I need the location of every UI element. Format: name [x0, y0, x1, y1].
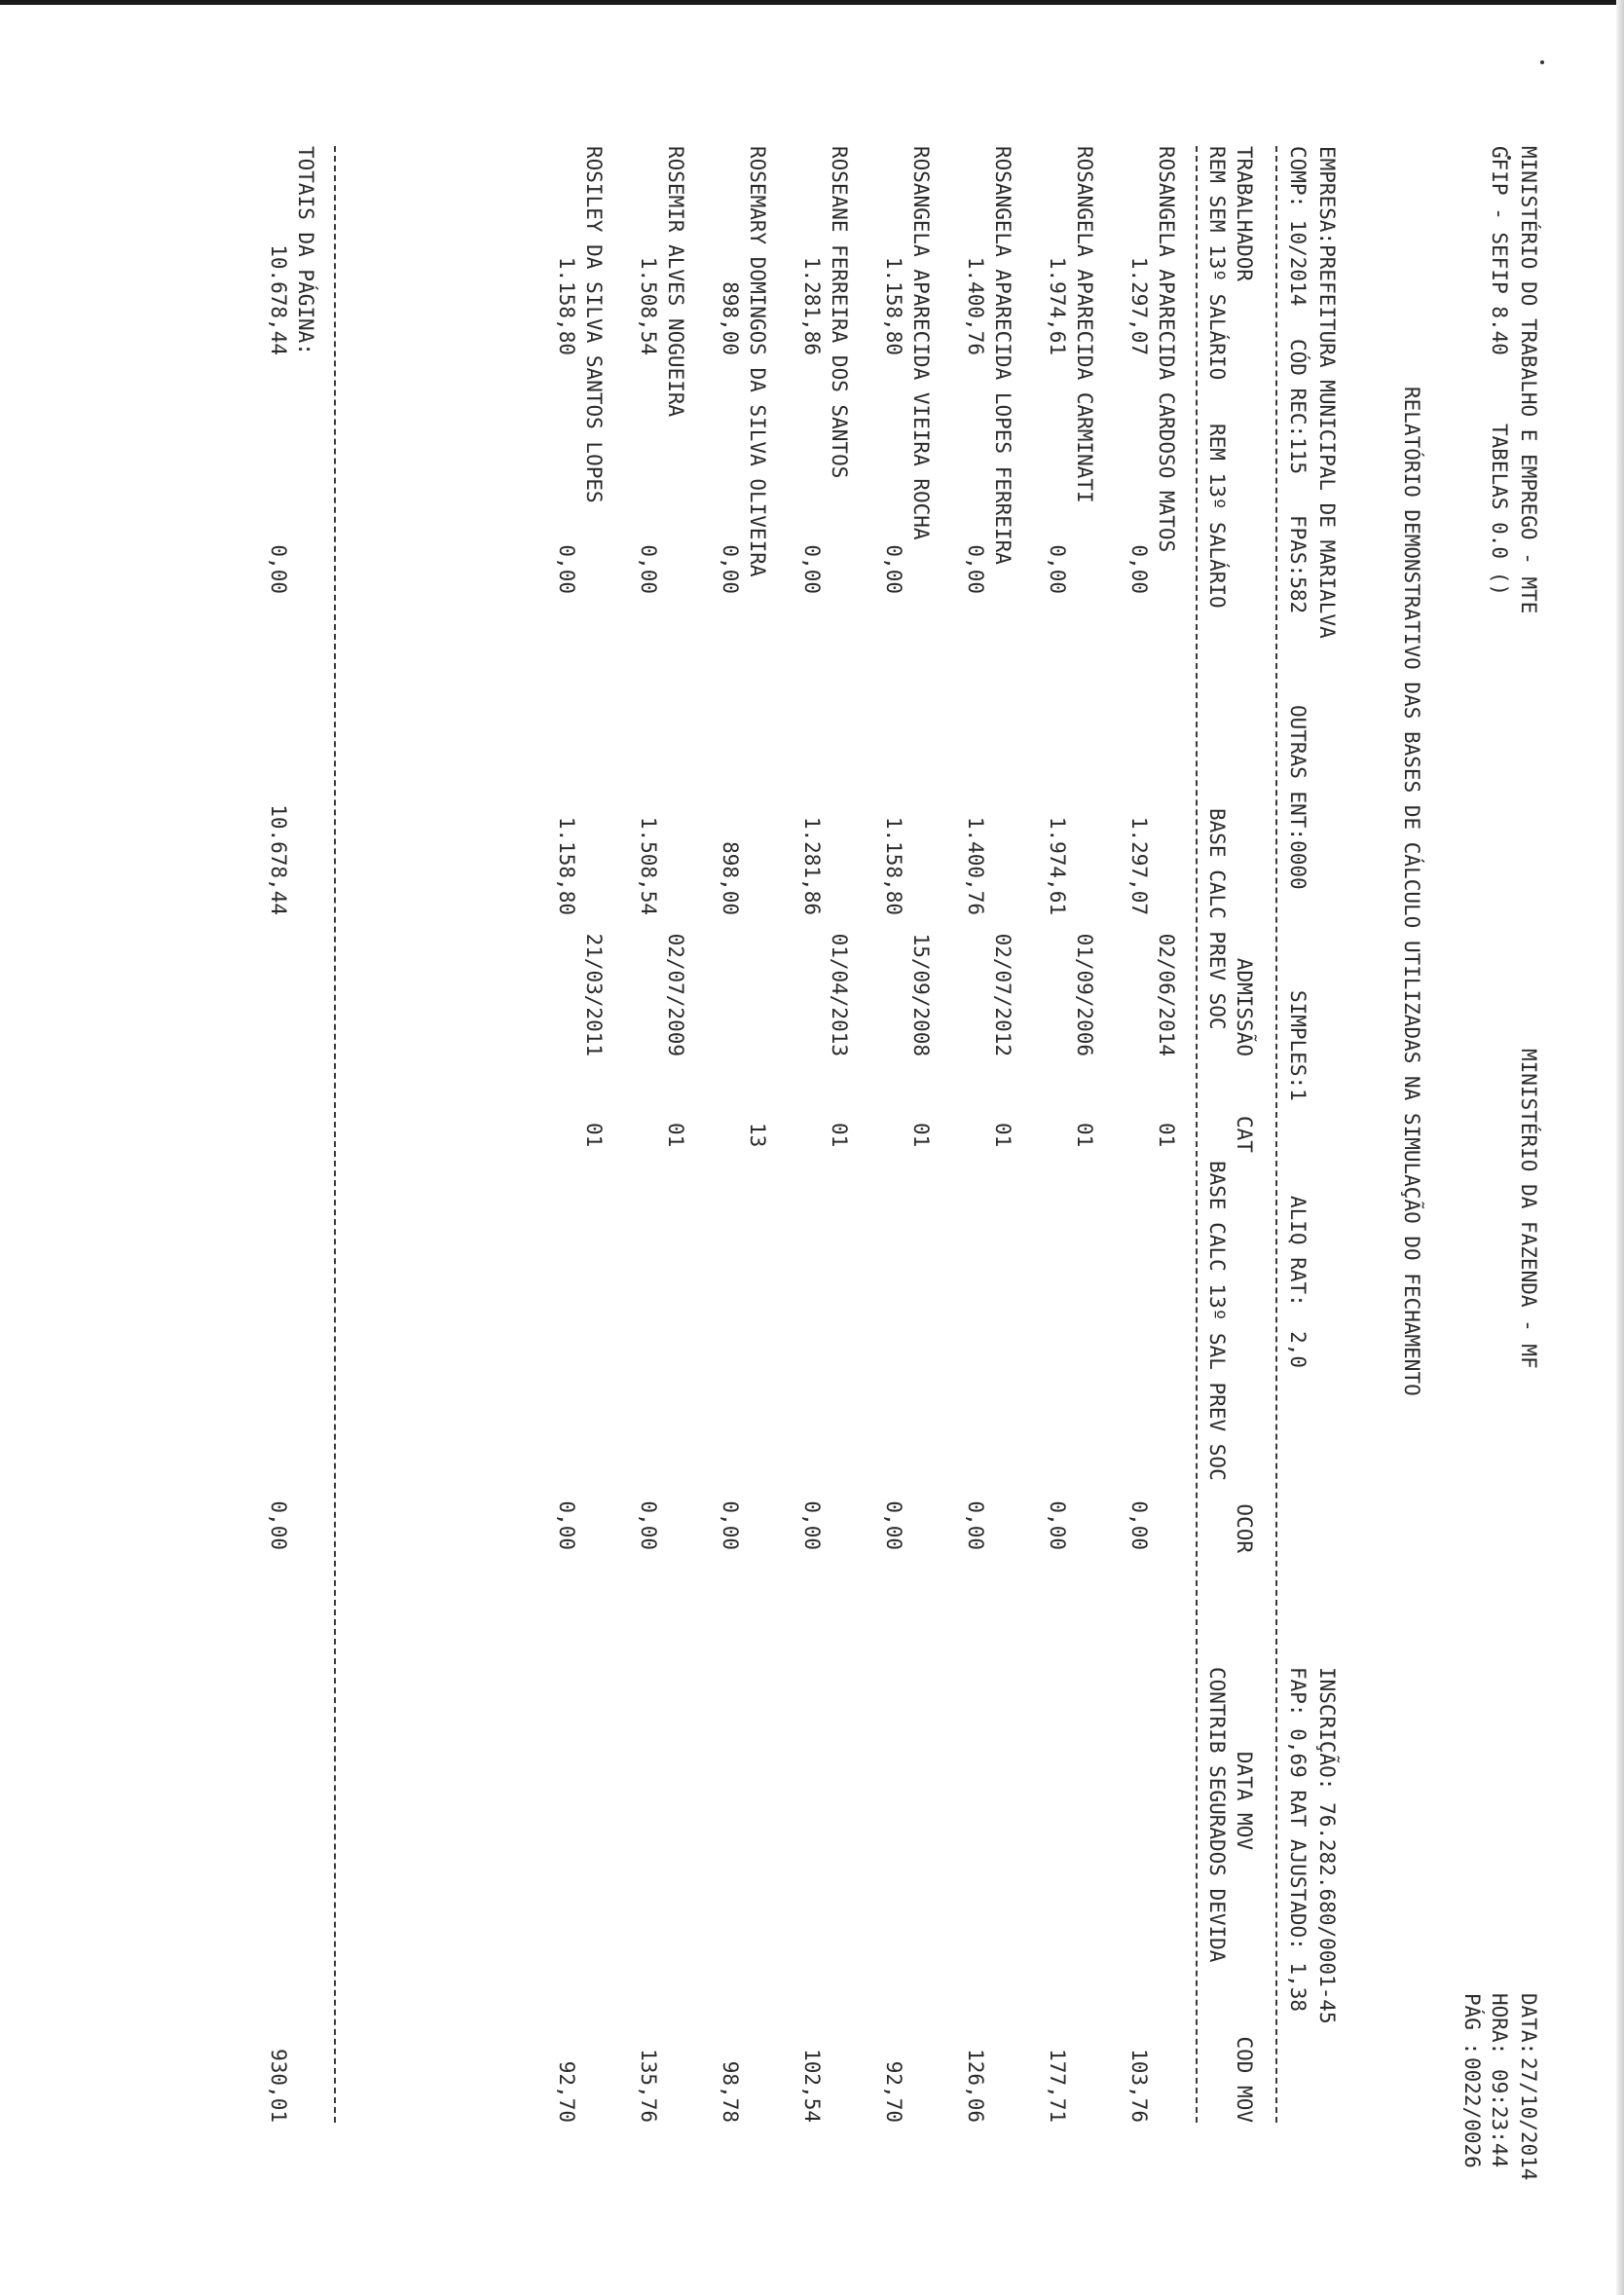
worker-rem-13: 0,00: [1046, 544, 1069, 594]
simples: SIMPLES:1: [1286, 990, 1310, 1101]
report-title: RELATÓRIO DEMONSTRATIVO DAS BASES DE CÁLCULO UTILIZADAS NA SIMULAÇÃO DO FECHAMENTO: [1400, 387, 1423, 1396]
inscricao: INSCRIÇÃO: 76.282.680/0001-45: [1315, 1667, 1339, 2024]
ministry-mte: MINISTÉRIO DO TRABALHO E EMPREGO - MTE: [1517, 146, 1540, 614]
worker-admissao: 02/06/2014: [1155, 933, 1178, 1056]
col-trabalhador: TRABALHADOR: [1233, 146, 1256, 282]
worker-admissao: 02/07/2012: [991, 933, 1015, 1056]
totals-label: TOTAIS DA PÁGINA:: [294, 146, 317, 355]
worker-base-prev: 1.400,76: [964, 816, 987, 915]
time-label: HORA:: [1488, 1993, 1511, 2055]
time-value: 09:23:44: [1488, 2069, 1511, 2168]
col-cat: CAT: [1233, 1116, 1256, 1153]
col-rem-13: REM 13º SALÁRIO: [1205, 424, 1229, 609]
totals-rem-13: 0,00: [267, 544, 290, 594]
worker-cat: 01: [991, 1123, 1015, 1148]
page-label: PÁG :: [1460, 1993, 1484, 2055]
scan-top-edge: [0, 0, 1624, 5]
col-ocor: OCOR: [1233, 1503, 1256, 1553]
empresa-name: EMPRESA:PREFEITURA MUNICIPAL DE MARIALVA: [1315, 146, 1339, 639]
worker-admissao: 01/04/2013: [828, 933, 851, 1056]
fap: FAP: 0,69 RAT AJUSTADO: 1,38: [1286, 1667, 1310, 2013]
comp: COMP: 10/2014: [1286, 146, 1310, 307]
totals-base-prev: 10.678,44: [267, 804, 290, 915]
worker-base-prev: 1.297,07: [1127, 816, 1151, 915]
worker-base-prev: 898,00: [719, 841, 742, 915]
outras-ent: OUTRAS ENT:0000: [1286, 705, 1310, 890]
gfip-version: GFIP - SEFIP 8.40: [1488, 146, 1511, 355]
worker-rem-sem-13: 1.508,54: [637, 256, 660, 355]
worker-rem-sem-13: 1.974,61: [1046, 256, 1069, 355]
worker-base-prev: 1.974,61: [1046, 816, 1069, 915]
worker-base-13: 0,00: [800, 1500, 824, 1550]
worker-contrib: 126,06: [964, 2049, 987, 2123]
worker-rem-13: 0,00: [882, 544, 905, 594]
col-base-calc-13: BASE CALC 13º SAL PREV SOC: [1205, 1161, 1229, 1481]
col-rem-sem-13: REM SEM 13º SALÁRIO: [1205, 146, 1229, 381]
fpas: FPAS:582: [1286, 515, 1310, 614]
worker-base-13: 0,00: [1127, 1500, 1151, 1550]
worker-rem-13: 0,00: [964, 544, 987, 594]
ministry-mf: MINISTÉRIO DA FAZENDA - MF: [1517, 1049, 1540, 1369]
worker-contrib: 103,76: [1127, 2049, 1151, 2123]
worker-contrib: 135,76: [637, 2049, 660, 2123]
worker-base-13: 0,00: [882, 1500, 905, 1550]
worker-admissao: 15/09/2008: [909, 933, 933, 1056]
report-page: [267, 146, 1540, 2181]
page-number: 0022/0026: [1460, 2057, 1484, 2168]
worker-base-13: 0,00: [719, 1500, 742, 1550]
worker-cat: 01: [909, 1123, 933, 1148]
worker-base-prev: 1.158,80: [555, 816, 578, 915]
aliq-rat: ALIQ RAT: 2,0: [1286, 1196, 1310, 1369]
worker-contrib: 92,70: [882, 2060, 905, 2123]
worker-rem-sem-13: 1.158,80: [882, 256, 905, 355]
worker-base-13: 0,00: [964, 1500, 987, 1550]
worker-rem-13: 0,00: [800, 544, 824, 594]
worker-rem-sem-13: 1.281,86: [800, 256, 824, 355]
worker-contrib: 177,71: [1046, 2049, 1069, 2123]
worker-base-13: 0,00: [1046, 1500, 1069, 1550]
col-admissao: ADMISSÃO: [1233, 957, 1256, 1056]
totals-base-13: 0,00: [267, 1500, 290, 1550]
col-cod-mov: COD MOV: [1233, 2036, 1256, 2123]
tabelas-version: TABELAS 0.0 (): [1488, 424, 1511, 597]
worker-rem-13: 0,00: [1127, 544, 1151, 594]
worker-base-prev: 1.281,86: [800, 816, 824, 915]
worker-rem-sem-13: 898,00: [719, 281, 742, 355]
col-contrib: CONTRIB SEGURADOS DEVIDA: [1205, 1667, 1229, 1963]
worker-name: ROSEMIR ALVES NOGUEIRA: [664, 146, 687, 418]
separator: [334, 146, 336, 2123]
worker-admissao: 01/09/2006: [1073, 933, 1096, 1056]
worker-rem-sem-13: 1.400,76: [964, 256, 987, 355]
date-label: DATA:: [1517, 1993, 1540, 2055]
worker-name: ROSILEY DA SILVA SANTOS LOPES: [582, 146, 606, 503]
worker-admissao: 02/07/2009: [664, 933, 687, 1056]
worker-rem-13: 0,00: [555, 544, 578, 594]
worker-rem-sem-13: 1.297,07: [1127, 256, 1151, 355]
worker-name: ROSANGELA APARECIDA CARMINATI: [1073, 146, 1096, 503]
worker-name: ROSANGELA APARECIDA VIEIRA ROCHA: [909, 146, 933, 540]
worker-base-prev: 1.158,80: [882, 816, 905, 915]
worker-base-13: 0,00: [555, 1500, 578, 1550]
worker-cat: 01: [582, 1123, 606, 1148]
separator: [1275, 146, 1277, 2123]
worker-cat: 01: [828, 1123, 851, 1148]
worker-cat: 01: [1073, 1123, 1096, 1148]
worker-name: ROSEANE FERREIRA DOS SANTOS: [828, 146, 851, 479]
worker-rem-sem-13: 1.158,80: [555, 256, 578, 355]
worker-cat: 01: [1155, 1123, 1178, 1148]
worker-contrib: 102,54: [800, 2049, 824, 2123]
worker-cat: 01: [664, 1123, 687, 1148]
date-value: 27/10/2014: [1517, 2057, 1540, 2181]
worker-rem-13: 0,00: [719, 544, 742, 594]
totals-rem-sem-13: 10.678,44: [267, 244, 290, 355]
col-base-calc-prev: BASE CALC PREV SOC: [1205, 808, 1229, 1030]
worker-contrib: 98,78: [719, 2060, 742, 2123]
cod-rec: CÓD REC:115: [1286, 339, 1310, 475]
worker-name: ROSANGELA APARECIDA LOPES FERREIRA: [991, 146, 1015, 565]
worker-name: ROSEMARY DOMINGOS DA SILVA OLIVEIRA: [746, 146, 769, 577]
worker-cat: 13: [746, 1123, 769, 1148]
col-data-mov: DATA MOV: [1233, 1751, 1256, 1850]
scan-speck: [1540, 60, 1544, 64]
totals-contrib: 930,01: [267, 2049, 290, 2123]
separator: [1196, 146, 1198, 2123]
worker-base-prev: 1.508,54: [637, 816, 660, 915]
worker-contrib: 92,70: [555, 2060, 578, 2123]
worker-base-13: 0,00: [637, 1500, 660, 1550]
worker-admissao: 21/03/2011: [582, 933, 606, 1056]
worker-rem-13: 0,00: [637, 544, 660, 594]
scan-right-edge: [1616, 0, 1624, 2295]
worker-name: ROSANGELA APARECIDA CARDOSO MATOS: [1155, 146, 1178, 553]
